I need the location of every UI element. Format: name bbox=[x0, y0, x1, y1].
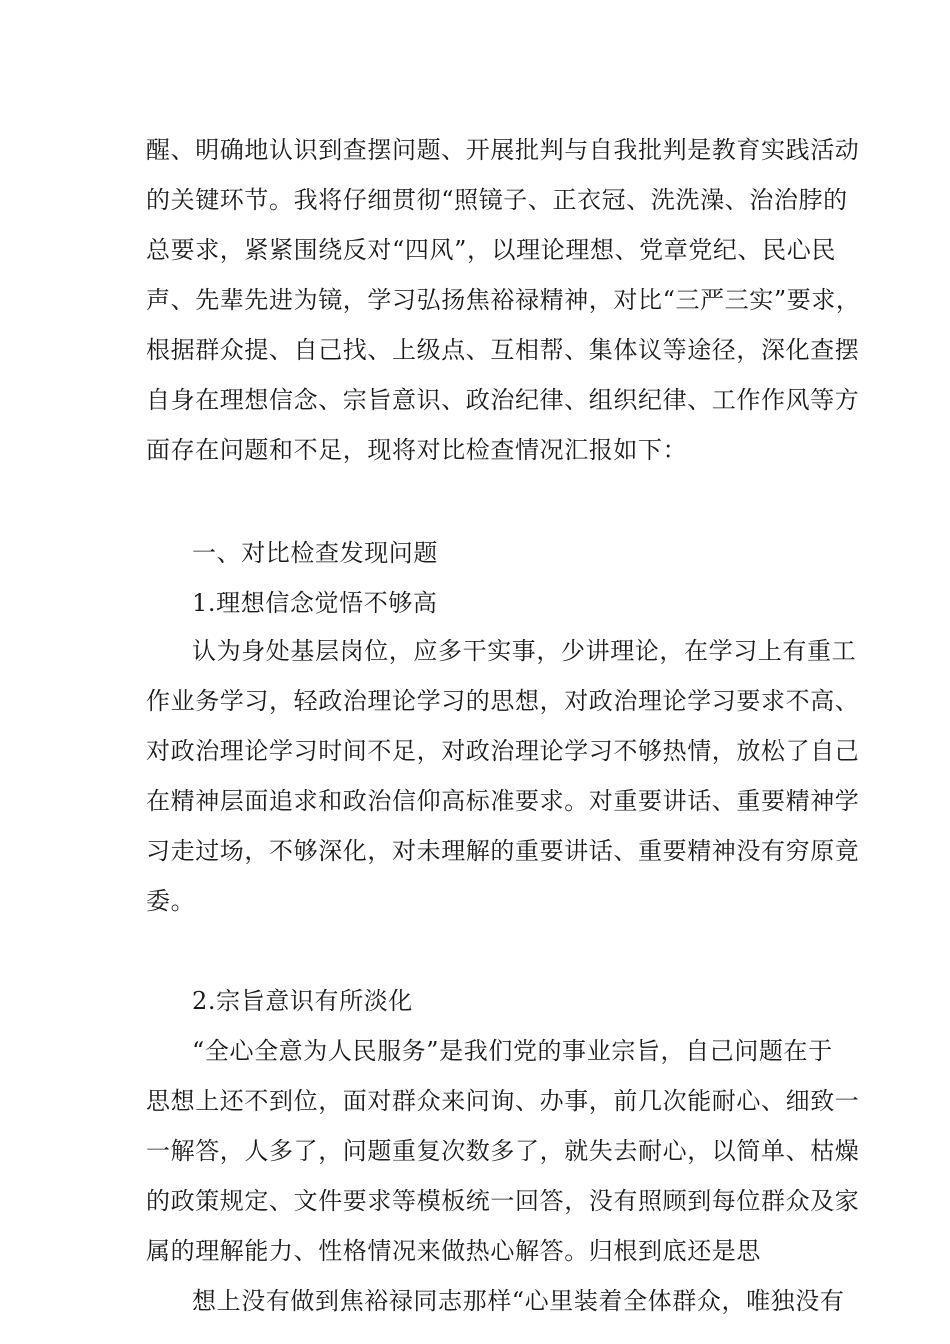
item2-heading: 2.宗旨意识有所淡化 bbox=[192, 987, 413, 1015]
item2-line-2: 思想上还不到位，面对群众来问询、办事，前几次能耐心、细致一 bbox=[146, 1087, 860, 1115]
item1-line-5: 习走过场，不够深化，对未理解的重要讲话、重要精神没有穷原竟 bbox=[146, 837, 860, 865]
intro-line-5: 根据群众提、自己找、上级点、互相帮、集体议等途径，深化查摆 bbox=[146, 336, 860, 364]
item2-line-3: 一解答，人多了，问题重复次数多了，就失去耐心，以简单、枯燥 bbox=[146, 1137, 860, 1165]
item1-line-4: 在精神层面追求和政治信仰高标准要求。对重要讲话、重要精神学 bbox=[146, 787, 860, 815]
item1-heading: 1.理想信念觉悟不够高 bbox=[192, 589, 438, 617]
intro-line-1: 醒、明确地认识到查摆问题、开展批判与自我批判是教育实践活动 bbox=[146, 136, 860, 164]
section-heading: 一、对比检查发现问题 bbox=[192, 539, 438, 567]
item2-line-5: 属的理解能力、性格情况来做热心解答。归根到底还是思 bbox=[146, 1237, 761, 1265]
item2-line-1: “全心全意为人民服务”是我们党的事业宗旨，自己问题在于 bbox=[192, 1037, 833, 1065]
intro-line-2: 的关键环节。我将仔细贯彻“照镜子、正衣冠、洗洗澡、治治脖的 bbox=[146, 186, 848, 214]
item1-line-3: 对政治理论学习时间不足，对政治理论学习不够热情，放松了自己 bbox=[146, 737, 860, 765]
item1-line-2: 作业务学习，轻政治理论学习的思想，对政治理论学习要求不高、 bbox=[146, 687, 860, 715]
item1-line-6: 委。 bbox=[146, 887, 196, 915]
item2-line-4: 的政策规定、文件要求等模板统一回答，没有照顾到每位群众及家 bbox=[146, 1187, 860, 1215]
item1-line-1: 认为身处基层岗位，应多干实事，少讲理论，在学习上有重工 bbox=[192, 637, 857, 665]
intro-line-6: 自身在理想信念、宗旨意识、政治纪律、组织纪律、工作作风等方 bbox=[146, 386, 860, 414]
intro-line-4: 声、先辈先进为镜，学习弘扬焦裕禄精神，对比“三严三实”要求， bbox=[146, 286, 861, 314]
intro-line-3: 总要求，紧紧围绕反对“四风”，以理论理想、党章党纪、民心民 bbox=[146, 236, 836, 264]
intro-line-7: 面存在问题和不足，现将对比检查情况汇报如下： bbox=[146, 436, 688, 464]
item3-line-1: 想上没有做到焦裕禄同志那样“心里装着全体群众，唯独没有 bbox=[192, 1287, 845, 1315]
